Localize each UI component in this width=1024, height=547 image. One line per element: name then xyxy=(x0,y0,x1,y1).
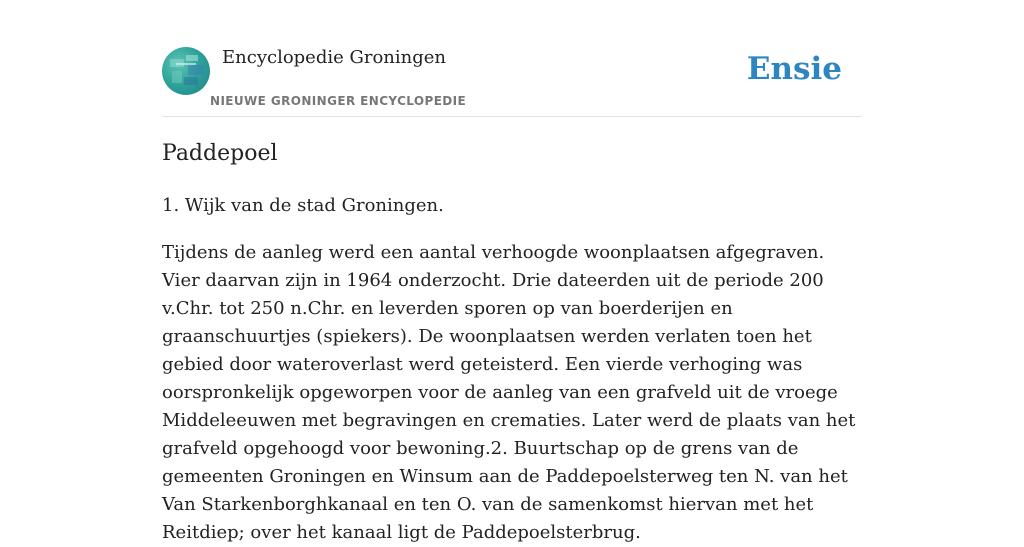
article-title: Paddepoel xyxy=(162,141,278,166)
encyclopedie-groningen-avatar-icon xyxy=(162,47,210,95)
article-paragraph-2: Tijdens de aanleg werd een aantal verhoogde woonplaatsen afgegraven. Vier daarvan zijn in 1964 onderzocht. Drie dateerden uit de periode 200 v.Chr. tot 250 n.Chr. en leverden sporen op van boerderijen en graanschuurtjes (spiekers). De woonplaatsen werden verlaten toen het gebied door wateroverlast werd geteisterd. Een vierde verhoging was oorspronkelijk opgeworpen voor de aanleg van een grafveld uit de vroege Middeleeuwen met begravingen en crematies. Later werd de plaats van het grafveld opgehoogd voor bewoning.2. Buurtschap op de grens van de gemeenten Groningen en Winsum aan de Paddepoelsterweg ten N. van het Van Starkenborghkanaal en ten O. van de samenkomst hiervan met het Reitdiep; over het kanaal ligt de Paddepoelsterbrug. xyxy=(162,242,856,543)
article xyxy=(162,139,862,547)
site-title[interactable]: Encyclopedie Groningen xyxy=(222,47,447,68)
article-paragraph-1: 1. Wijk van de stad Groningen. xyxy=(162,195,444,216)
site-subtitle: NIEUWE GRONINGER ENCYCLOPEDIE xyxy=(210,94,467,108)
avatar[interactable] xyxy=(162,47,210,95)
site-header xyxy=(162,0,862,117)
ensie-logo-link[interactable]: Ensie xyxy=(746,51,842,87)
